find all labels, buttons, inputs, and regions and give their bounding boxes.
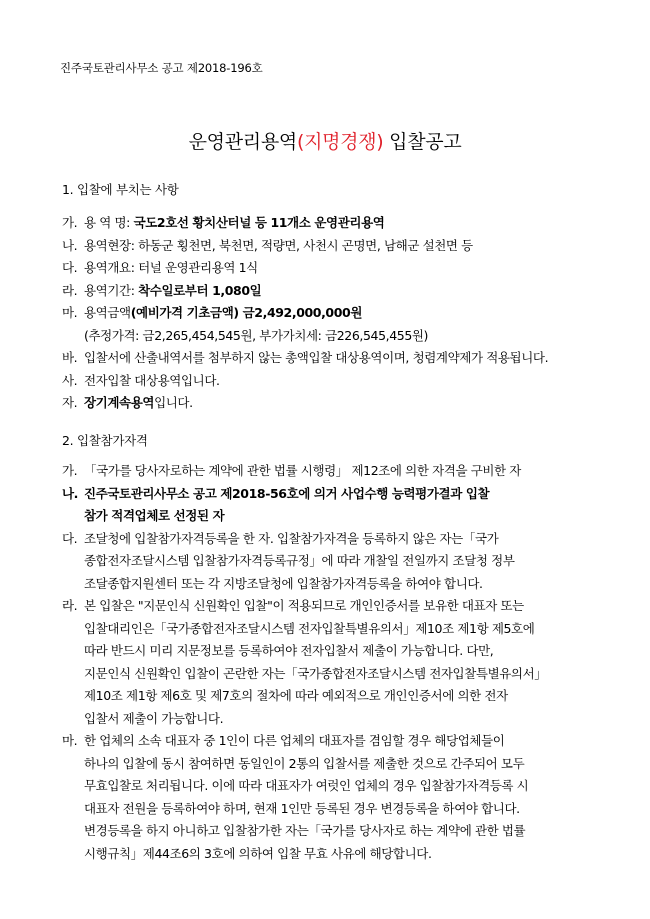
item-line [62,730,590,753]
item-line: 참가 적격업체로 선정된 자 [84,508,225,523]
item-suffix: 입니다. [154,395,193,410]
item-line [62,528,590,551]
item-marker: 나. [62,485,79,501]
item-marker: 가. [62,215,78,230]
item-marker: 마. [62,733,78,748]
s1-item-ba [62,347,592,370]
item-line [62,595,590,618]
item-text: 진주국토관리사무소 공고 제2018-56호에 의거 사업수행 능력평가결과 입찰 [84,485,490,501]
item-label: 용역기간: [84,282,139,298]
item-text: 조달청에 입찰참가자격등록을 한 자. 입찰참가자격을 등록하지 않은 자는「국가 [84,530,499,546]
item-marker: 나. [62,237,78,253]
item-line [62,483,590,506]
s1-item-ja [62,392,592,415]
item-marker: 다. [62,260,78,275]
title-suffix: 입찰공고 [389,131,462,153]
s1-item-estimate [62,325,592,348]
item-text: (추정가격: 금2,265,454,545원, 부가가치세: 금226,545,455원) [84,327,429,343]
item-line: 종합전자조달시스템 입찰참가자격등록규정」에 따라 개찰일 전일까지 조달청 정부 [84,553,515,568]
item-marker: 바. [62,350,78,365]
item-marker: 다. [62,530,78,546]
item-value: 국도2호선 황치산터널 등 11개소 운영관리용역 [133,215,385,230]
item-line: 시행규칙」제44조6의 3호에 의하여 입찰 무효 사유에 해당합니다. [84,845,432,861]
page-title [0,127,650,154]
s2-item-ma [62,730,590,865]
item-line: 제10조 제1항 제6호 및 제7호의 절차에 따라 예외적으로 개인인증서에 의한 전자 [84,688,508,703]
item-label: 용 역 명: [84,215,134,230]
item-marker: 사. [62,372,78,388]
item-line: 변경등록을 하지 아니하고 입찰참가한 자는「국가를 당사자로 하는 계약에 관한 법률 [84,823,526,838]
section2-heading: 2. 입찰참가자격 [62,433,148,448]
item-marker: 라. [62,598,78,613]
title-highlight: (지명경쟁) [296,131,384,153]
item-text: 입찰서에 산출내역서를 첨부하지 않는 총액입찰 대상용역이며, 청렴계약제가 적용됩니다. [84,350,549,365]
item-text: 한 업체의 소속 대표자 중 1인이 다른 업체의 대표자를 겸임할 경우 해당업체들이 [84,733,505,748]
section1-heading: 1. 입찰에 부치는 사항 [62,182,179,197]
s2-item-na [62,483,590,528]
item-line: 하나의 입찰에 동시 참여하면 동일인이 2통의 입찰서를 제출한 것으로 간주되어 모두 [84,755,525,771]
s1-item-ma [62,302,592,325]
s1-item-na [62,235,592,258]
s1-item-ga [62,212,592,235]
item-text: 용역현장: 하동군 횡천면, 북천면, 적량면, 사천시 곤명면, 남해군 설천면 등 [84,237,473,253]
item-line: 무효입찰로 처리됩니다. 이에 따라 대표자가 여럿인 업체의 경우 입찰참가자격등록 시 [84,778,529,793]
item-value: 장기계속용역 [84,395,155,410]
item-label: 용역금액 [84,305,131,320]
title-prefix: 운영관리용역 [188,131,297,153]
s1-item-sa [62,370,592,393]
item-text: 용역개요: 터널 운영관리용역 1식 [84,260,258,275]
notice-reference: 진주국토관리사무소 공고 제2018-196호 [60,61,263,75]
s1-item-da [62,257,592,280]
item-marker: 자. [62,395,78,410]
item-line: 지문인식 신원확인 입찰이 곤란한 자는「국가종합전자조달시스템 전자입찰특별유의서」 [84,665,547,681]
item-line: 조달종합지원센터 또는 각 지방조달청에 입찰참가자격등록을 하여야 합니다. [84,575,483,591]
item-marker: 라. [62,282,78,298]
item-text: 본 입찰은 "지문인식 신원확인 입찰"이 적용되므로 개인인증서를 보유한 대표자 또는 [84,598,524,613]
item-line: 대표자 전원을 등록하여야 하며, 현재 1인만 등록된 경우 변경등록을 하여야 합니다. [84,800,520,816]
item-value: 착수일로부터 1,080일 [138,282,262,298]
item-marker: 가. [62,463,78,478]
s2-item-da [62,528,590,596]
item-text: 「국가를 당사자로하는 계약에 관한 법률 시행령」 제12조에 의한 자격을 구비한 자 [84,463,521,478]
s2-item-ra [62,595,590,730]
item-line: 입찰서 제출이 가능합니다. [84,710,224,726]
item-value: (예비가격 기초금액) 금2,492,000,000원 [130,305,363,320]
item-marker: 마. [62,305,78,320]
s2-item-ga [62,460,592,483]
item-line: 입찰대리인은「국가종합전자조달시스템 전자입찰특별유의서」제10조 제1항 제5호에 [84,620,535,636]
item-line: 따라 반드시 미리 지문정보를 등록하여야 전자입찰서 제출이 가능합니다. 다만, [84,643,494,658]
item-text: 전자입찰 대상용역입니다. [84,372,220,388]
s1-item-ra [62,280,592,303]
